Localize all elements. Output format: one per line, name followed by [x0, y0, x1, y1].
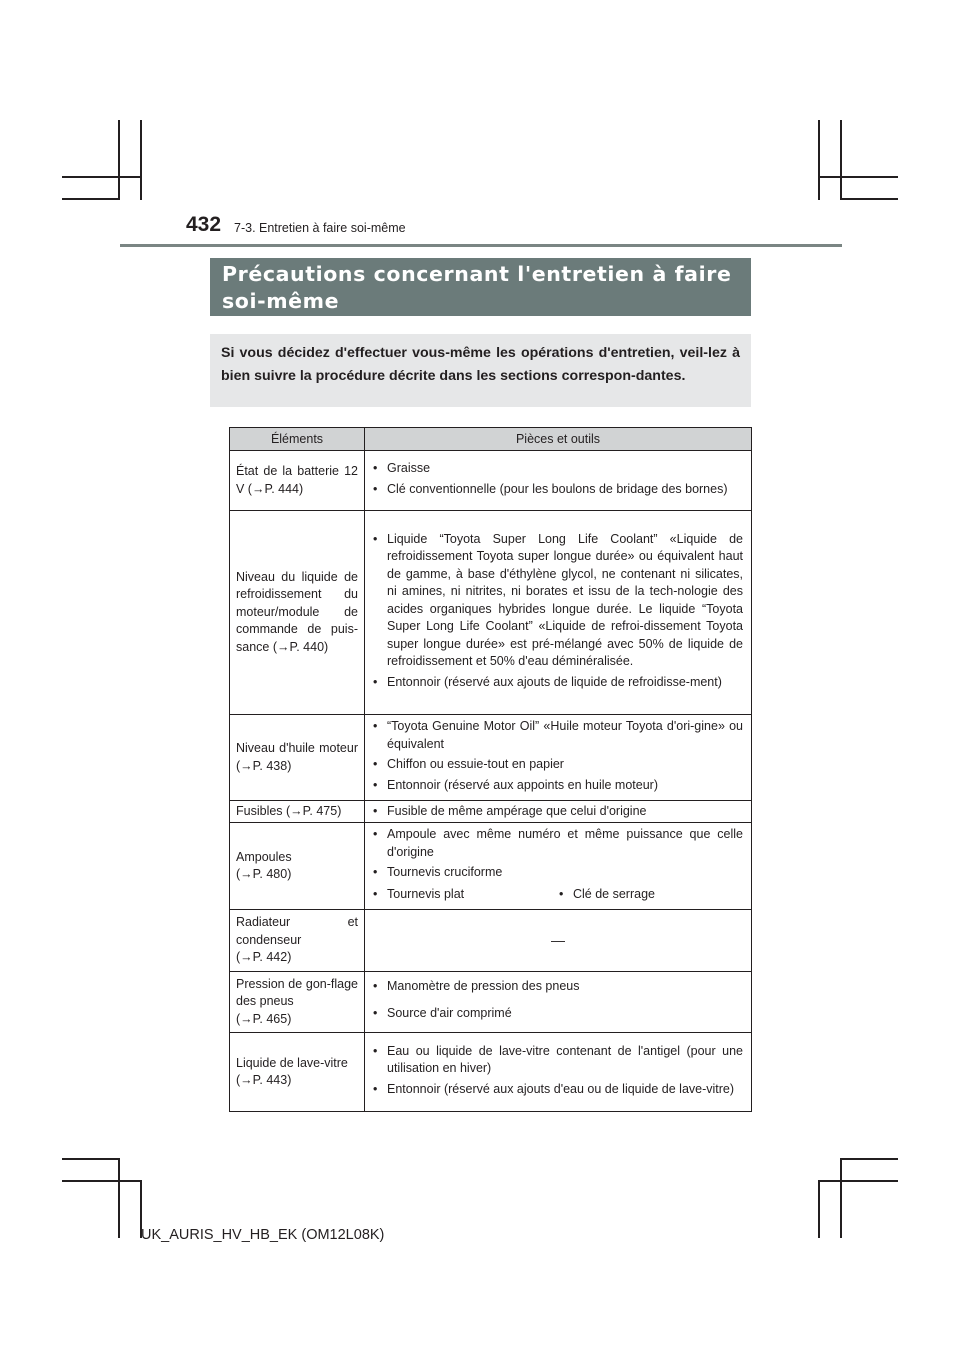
table-row [230, 451, 752, 511]
parts-cell [365, 1033, 752, 1112]
list-item: • Entonnoir (réservé aux appoints en huile moteur) [371, 777, 743, 795]
section-title: 7-3. Entretien à faire soi-même [234, 221, 406, 235]
list-item: • Manomètre de pression des pneus [371, 978, 743, 996]
crop-mark [62, 1158, 120, 1160]
parts-cell [365, 451, 752, 511]
item-cell: Fusibles (→P. 475) [230, 801, 365, 823]
list-item: • Chiffon ou essuie-tout en papier [371, 756, 743, 774]
parts-cell [365, 823, 752, 910]
crop-mark [62, 198, 120, 200]
list-item: • Entonnoir (réservé aux ajouts de liquide de refroidisse-ment) [371, 674, 743, 692]
page-reference: (→P. 465) [236, 1011, 292, 1026]
crop-mark [840, 1158, 898, 1160]
table-row [230, 971, 752, 1033]
parts-cell [365, 801, 752, 823]
table-row [230, 823, 752, 910]
item-cell: État de la batterie 12 V (→P. 444) [230, 451, 365, 511]
list-item: • “Toyota Genuine Motor Oil” «Huile moteur Toyota d'ori-gine» ou équivalent [371, 718, 743, 753]
item-cell [230, 910, 365, 972]
item-label: Ampoules [236, 849, 292, 864]
column-header-parts: Pièces et outils [365, 428, 752, 451]
item-label: Pression de gon-flage des pneus [236, 976, 358, 1008]
title-banner [210, 258, 751, 316]
parts-cell [365, 715, 752, 801]
list-item: • Liquide “Toyota Super Long Life Coolant” «Liquide de refroidissement Toyota super longue durée» ou équivalent haut de gamme, à base d'éthylène glycol, ne contenant ni silicates, ni amines, ni nitrites, ni borates et issu de la tech-nologie des acides organiques hybrides longue durée. Le liquide “Toyota Super Long Life Coolant” «Liquide de refroi-dissement Toyota super longue durée» est pré-mélangé avec 50% de liquide de refroidissement et 50% d'eau déminéralisée. [371, 531, 743, 671]
item-cell [230, 1033, 365, 1112]
parts-cell [365, 511, 752, 715]
crop-mark [140, 120, 142, 200]
crop-mark [840, 120, 842, 200]
table-row [230, 801, 752, 823]
table-row [230, 511, 752, 715]
page-title: Précautions concernant l'entretien à faire soi-même [222, 262, 732, 313]
crop-mark [818, 120, 820, 200]
crop-mark [818, 1180, 898, 1182]
item-label: Liquide de lave-vitre [236, 1055, 348, 1070]
item-label: Radiateur et condenseur [236, 915, 358, 947]
crop-mark [62, 1180, 142, 1182]
page-number: 432 [186, 213, 222, 236]
crop-mark [840, 198, 898, 200]
table-row [230, 910, 752, 972]
item-cell: Niveau d'huile moteur (→P. 438) [230, 715, 365, 801]
list-item: • Graisse [371, 460, 743, 478]
crop-mark [118, 120, 120, 200]
table-row [230, 715, 752, 801]
intro-text: Si vous décidez d'effectuer vous-même les opérations d'entretien, veil-lez à bien suivre la procédure décrite dans les sections correspon-dantes. [221, 345, 740, 384]
table-row [230, 1033, 752, 1112]
parts-cell [365, 971, 752, 1033]
crop-mark [818, 176, 898, 178]
maintenance-table [229, 427, 752, 1112]
document-code: UK_AURIS_HV_HB_EK (OM12L08K) [141, 1227, 385, 1243]
list-item: • Ampoule avec même numéro et même puissance que celle d'origine [371, 826, 743, 861]
list-item: • Eau ou liquide de lave-vitre contenant de l'antigel (pour une utilisation en hiver) [371, 1043, 743, 1078]
parts-cell-empty: — [365, 910, 752, 972]
item-cell [230, 823, 365, 910]
crop-mark [62, 176, 142, 178]
column-header-items: Éléments [230, 428, 365, 451]
page-reference: (→P. 480) [236, 867, 292, 881]
list-item: • Source d'air comprimé [371, 1005, 743, 1023]
header-divider [120, 244, 842, 247]
item-cell: Niveau du liquide de refroidissement du moteur/module de commande de puis-sance (→P. 440) [230, 511, 365, 715]
list-item: • Fusible de même ampérage que celui d'origine [371, 803, 743, 821]
table-header-row [230, 428, 752, 451]
list-item: • Entonnoir (réservé aux ajouts d'eau ou de liquide de lave-vitre) [371, 1081, 743, 1099]
list-item: • Tournevis plat [371, 886, 557, 904]
page-reference: (→P. 442) [236, 950, 292, 964]
list-item: • Tournevis cruciforme [371, 864, 743, 882]
page-reference: (→P. 443) [236, 1073, 292, 1087]
crop-mark [118, 1158, 120, 1238]
list-item: • Clé conventionnelle (pour les boulons de bridage des bornes) [371, 481, 743, 499]
list-item: • Clé de serrage [557, 886, 743, 904]
item-cell [230, 971, 365, 1033]
intro-box [210, 334, 751, 407]
crop-mark [840, 1158, 842, 1238]
crop-mark [818, 1180, 820, 1238]
